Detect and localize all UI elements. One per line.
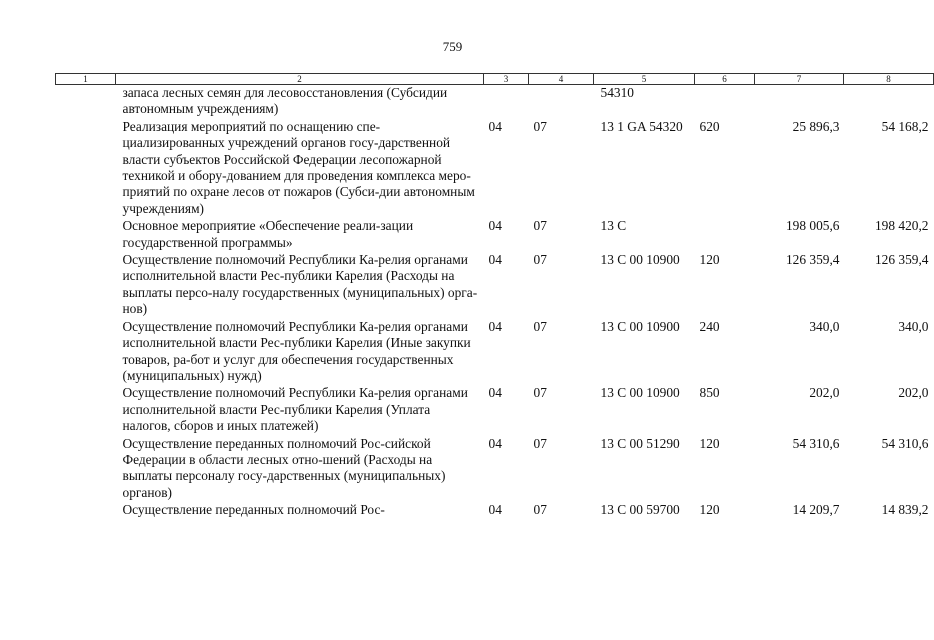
column-header: 6	[695, 74, 755, 85]
subsection-code-cell: 07	[533, 435, 547, 451]
expense-type-cell: 850	[699, 385, 720, 401]
amount-year-1-cell	[755, 85, 844, 119]
subsection-code-cell	[529, 85, 594, 119]
section-code-cell: 04	[488, 435, 502, 451]
expense-type-cell	[695, 218, 755, 252]
expense-name-cell: Осуществление переданных полномочий Рос-	[122, 502, 385, 518]
subsection-code-cell: 07	[533, 318, 547, 334]
column-header: 3	[484, 74, 529, 85]
target-article-cell: 13 С 00 10900	[600, 252, 680, 268]
section-code-cell: 04	[488, 118, 502, 134]
table-row	[56, 385, 934, 435]
table-row	[56, 319, 934, 386]
column-header: 8	[844, 74, 934, 85]
amount-year-1-cell: 54 310,6	[792, 435, 840, 451]
target-article-cell: 13 С 00 10900	[600, 318, 680, 334]
section-code-cell: 04	[488, 218, 502, 234]
subsection-code-cell: 07	[533, 118, 547, 134]
row-index-cell	[56, 502, 116, 519]
amount-year-1-cell: 126 359,4	[785, 252, 840, 268]
table-row	[56, 119, 934, 218]
expense-type-cell: 120	[699, 252, 720, 268]
amount-year-2-cell: 340,0	[898, 318, 929, 334]
target-article-cell: 13 С	[600, 218, 627, 234]
section-code-cell: 04	[488, 502, 502, 518]
amount-year-2-cell: 202,0	[898, 385, 929, 401]
expense-name-cell: Осуществление полномочий Республики Ка-релия органами исполнительной власти Рес-публики Карелия (Уплата налогов, сборов и иных платежей)	[122, 385, 468, 434]
row-index-cell	[56, 319, 116, 386]
target-article-cell: 13 С 00 59700	[600, 502, 680, 518]
amount-year-2-cell: 54 168,2	[881, 118, 929, 134]
target-article-cell: 54310	[600, 85, 634, 100]
amount-year-2-cell: 126 359,4	[874, 252, 929, 268]
section-code-cell: 04	[488, 318, 502, 334]
amount-year-1-cell: 202,0	[809, 385, 840, 401]
expense-name-cell: Осуществление полномочий Республики Ка-релия органами исполнительной власти Рес-публики Карелия (Расходы на выплаты персо-налу государственных (муниципальных) орга-нов)	[122, 252, 478, 317]
expense-type-cell: 120	[699, 435, 720, 451]
column-header: 2	[116, 74, 484, 85]
column-header: 1	[56, 74, 116, 85]
table-row	[56, 502, 934, 519]
subsection-code-cell: 07	[533, 385, 547, 401]
amount-year-2-cell: 14 839,2	[881, 502, 929, 518]
subsection-code-cell: 07	[533, 218, 547, 234]
section-code-cell: 04	[488, 252, 502, 268]
table-row	[56, 85, 934, 119]
amount-year-1-cell: 14 209,7	[792, 502, 840, 518]
row-index-cell	[56, 119, 116, 218]
expense-type-cell: 120	[699, 502, 720, 518]
expense-name-cell: Осуществление полномочий Республики Ка-релия органами исполнительной власти Рес-публики Карелия (Иные закупки товаров, ра-бот и услуг для обеспечения государственных (муниципальных) нужд)	[122, 318, 471, 383]
row-index-cell	[56, 436, 116, 503]
row-index-cell	[56, 252, 116, 319]
amount-year-2-cell	[844, 85, 934, 119]
subsection-code-cell: 07	[533, 252, 547, 268]
row-index-cell	[56, 385, 116, 435]
amount-year-1-cell: 340,0	[809, 318, 840, 334]
section-code-cell: 04	[488, 385, 502, 401]
budget-table	[55, 73, 934, 520]
expense-type-cell	[695, 85, 755, 119]
page-number: 759	[442, 39, 463, 54]
row-index-cell	[56, 85, 116, 119]
amount-year-1-cell: 198 005,6	[785, 218, 840, 234]
expense-name-cell: Основное мероприятие «Обеспечение реали-зации государственной программы»	[122, 218, 414, 250]
table-row	[56, 436, 934, 503]
target-article-cell: 13 1 GA 54320	[600, 118, 683, 134]
expense-name-cell: запаса лесных семян для лесовосстановления (Субсидии автономным учреждениям)	[122, 85, 448, 117]
subsection-code-cell: 07	[533, 502, 547, 518]
row-index-cell	[56, 218, 116, 252]
column-header: 7	[755, 74, 844, 85]
column-header: 4	[529, 74, 594, 85]
target-article-cell: 13 С 00 10900	[600, 385, 680, 401]
column-number-row	[56, 74, 934, 85]
table-row	[56, 218, 934, 252]
expense-type-cell: 240	[699, 318, 720, 334]
amount-year-1-cell: 25 896,3	[792, 118, 840, 134]
amount-year-2-cell: 54 310,6	[881, 435, 929, 451]
expense-name-cell: Осуществление переданных полномочий Рос-сийской Федерации в области лесных отно-шений (Расходы на выплаты персоналу госу-дарственных (муниципальных) органов)	[122, 435, 446, 500]
section-code-cell	[484, 85, 529, 119]
amount-year-2-cell: 198 420,2	[874, 218, 929, 234]
table-row	[56, 252, 934, 319]
column-header: 5	[594, 74, 695, 85]
expense-name-cell: Реализация мероприятий по оснащению спе-циализированных учреждений органов госу-дарственной власти субъектов Российской Федерации лесопожарной техникой и обору-дованием для проведения комплекса меро-приятий по охране лесов от пожаров (Субси-дии автономным учреждениям)	[122, 118, 475, 216]
expense-type-cell: 620	[699, 118, 720, 134]
target-article-cell: 13 С 00 51290	[600, 435, 680, 451]
